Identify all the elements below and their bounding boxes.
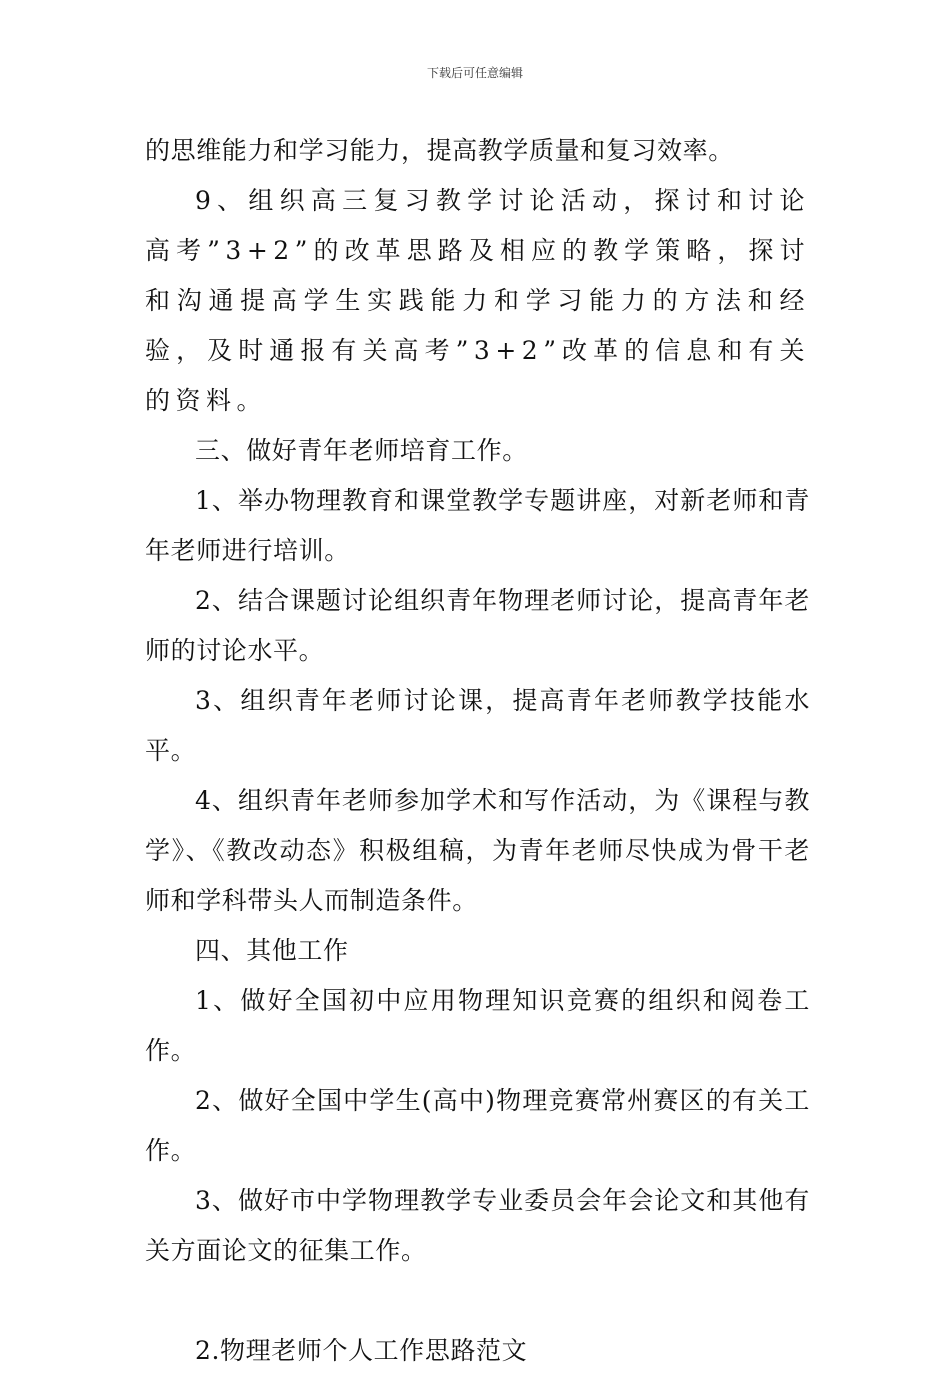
section-heading-3: 三、做好青年老师培育工作。 — [195, 436, 528, 465]
paragraph-item-3: 3、组织青年老师讨论课，提高青年老师教学技能水平。 — [145, 686, 810, 765]
paragraph-item-1: 1、举办物理教育和课堂教学专题讲座，对新老师和青年老师进行培训。 — [145, 486, 810, 565]
section-heading-4: 四、其他工作 — [195, 936, 349, 965]
paragraph-continuation: 的思维能力和学习能力，提高教学质量和复习效率。 — [145, 136, 734, 165]
paragraph-item-4: 4、组织青年老师参加学术和写作活动，为《课程与教学》、《教改动态》积极组稿，为青年老师尽快成为骨干老师和学科带头人而制造条件。 — [145, 786, 810, 915]
document-body — [145, 126, 810, 1376]
paragraph-item-9: 9、组织高三复习教学讨论活动，探讨和讨论高考”3+2”的改革思路及相应的教学策略，探讨和沟通提高学生实践能力和学习能力的方法和经验，及时通报有关高考”3+2”改革的信息和有关的资料。 — [145, 186, 810, 415]
page-header: 下载后可任意编辑 — [426, 66, 523, 80]
paragraph-other-1: 1、做好全国初中应用物理知识竞赛的组织和阅卷工作。 — [145, 986, 810, 1065]
next-article-title: 2.物理老师个人工作思路范文 — [195, 1336, 528, 1365]
paragraph-other-3: 3、做好市中学物理教学专业委员会年会论文和其他有关方面论文的征集工作。 — [145, 1186, 810, 1265]
paragraph-item-2: 2、结合课题讨论组织青年物理老师讨论，提高青年老师的讨论水平。 — [145, 586, 810, 665]
paragraph-other-2: 2、做好全国中学生(高中)物理竞赛常州赛区的有关工作。 — [145, 1086, 810, 1165]
